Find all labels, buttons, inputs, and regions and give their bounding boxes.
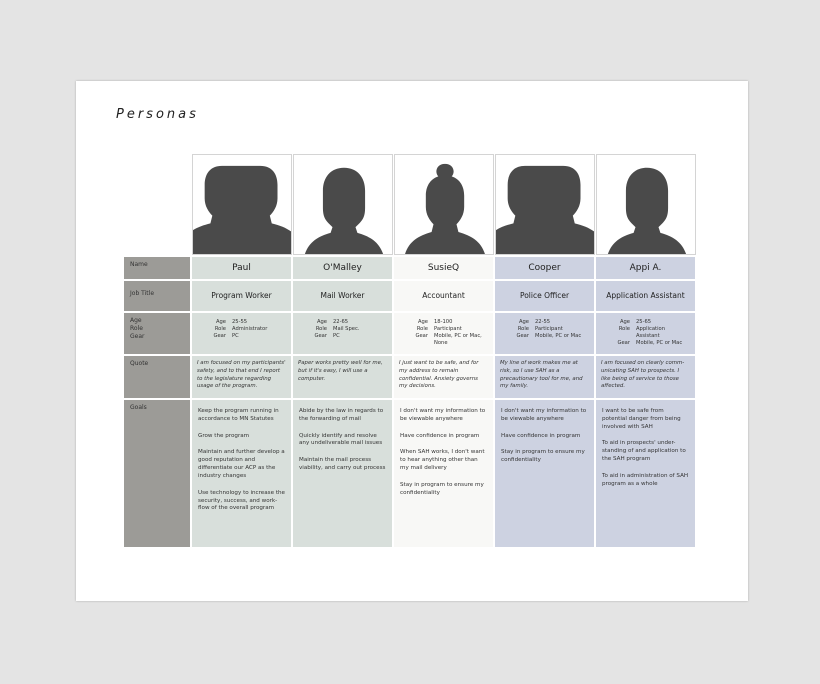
detail-key: Gear	[617, 340, 630, 347]
detail-key: Role	[517, 326, 529, 333]
detail-value: Mobile, PC or Mac	[535, 333, 582, 340]
persona-job-title: Police Officer	[495, 281, 594, 311]
goal-item: Maintain the mail process viability, and carry out process	[299, 457, 386, 472]
detail-value: Mobile, PC or Mac	[636, 340, 683, 347]
detail-value: PC	[333, 333, 340, 340]
goal-item: Use technology to increase the security, success, and work-flow of the overall program	[198, 489, 285, 512]
goals-row	[124, 400, 697, 547]
detail-key: Role	[618, 326, 630, 333]
persona-goals	[596, 400, 695, 547]
goal-item: Maintain and further develop a good reputation and differentiate our ACP as the industry changes	[198, 449, 285, 479]
detail-value: 18-100	[434, 319, 453, 325]
goal-item: Have confidence in program	[400, 432, 480, 439]
detail-row	[305, 319, 392, 326]
detail-key: Gear	[314, 333, 327, 340]
personas-page	[76, 81, 748, 601]
detail-key: Age	[215, 319, 226, 325]
male-silhouette-icon	[496, 162, 595, 254]
persona-job-title: Mail Worker	[293, 281, 392, 311]
detail-value: 25-65	[636, 319, 652, 325]
detail-row	[204, 319, 291, 326]
persona-name: O'Malley	[293, 257, 392, 279]
persona-photo	[192, 154, 292, 255]
detail-key: Age	[619, 319, 630, 325]
page-title: Personas	[116, 107, 199, 122]
persona-quote: Paper works pretty well for me, but if it's easy, I will use a computer.	[293, 356, 392, 398]
detail-key: Age	[518, 319, 529, 325]
detail-value: Mobile, PC or Mac, None	[434, 333, 482, 347]
goal-item: Grow the program	[198, 432, 250, 439]
detail-row	[608, 340, 695, 347]
goal-item: When SAH works, I don't want to hear anything other than my mail delivery	[400, 449, 485, 472]
goal-item: To aid in administration of SAH program as a whole	[602, 472, 689, 487]
detail-value: 22-55	[535, 319, 551, 325]
detail-row	[608, 326, 695, 340]
goal-item: I don't want my information to be viewable anywhere	[501, 408, 587, 422]
persona-job-title: Accountant	[394, 281, 493, 311]
persona-name: Paul	[192, 257, 291, 279]
job-title-row-label: Job Title	[124, 281, 190, 311]
persona-details	[293, 313, 392, 354]
job-title-row	[124, 281, 697, 311]
detail-row	[305, 326, 392, 333]
persona-quote: I am focused on my participants' safety, and to that end I report to the legislature regarding usage of the program.	[192, 356, 291, 398]
persona-details	[192, 313, 291, 354]
detail-key: Gear	[415, 333, 428, 340]
detail-row	[406, 326, 493, 333]
persona-quote: My line of work makes me at risk, so I use SAH as a precautionary tool for me, and my family.	[495, 356, 594, 398]
photo-row	[192, 154, 697, 255]
persona-photo	[596, 154, 696, 255]
goal-item: I want to be safe from potential danger from being involved with SAH	[602, 408, 681, 430]
detail-row	[406, 333, 493, 347]
name-row	[124, 257, 697, 279]
quote-row-label: Quote	[124, 356, 190, 398]
detail-key: Age	[417, 319, 428, 325]
goal-item: I don't want my information to be viewable anywhere	[400, 408, 486, 422]
goals-row-label: Goals	[124, 400, 190, 547]
details-label-gear: Gear	[130, 333, 145, 341]
female-silhouette-icon	[597, 162, 696, 254]
detail-key: Age	[316, 319, 327, 325]
persona-photo	[394, 154, 494, 255]
goal-item: Abide by the law in regards to the forwarding of mail	[299, 408, 384, 422]
detail-row	[608, 319, 695, 326]
detail-row	[204, 333, 291, 340]
detail-value: 22-65	[333, 319, 349, 325]
goal-item: Have confidence in program	[501, 432, 581, 439]
detail-value: Administrator	[232, 326, 268, 333]
detail-row	[507, 319, 594, 326]
details-label-age: Age	[130, 317, 142, 324]
detail-key: Role	[416, 326, 428, 333]
persona-details	[394, 313, 493, 354]
female-bun-silhouette-icon	[395, 162, 494, 254]
detail-row	[204, 326, 291, 333]
persona-name: SusieQ	[394, 257, 493, 279]
detail-value: Application Assistant	[636, 326, 665, 340]
detail-key: Role	[315, 326, 327, 333]
details-row-label	[124, 313, 190, 354]
persona-name: Cooper	[495, 257, 594, 279]
detail-key: Gear	[213, 333, 226, 340]
persona-quote: I just want to be safe, and for my address to remain confidential. Anxiety governs my decisions.	[394, 356, 493, 398]
details-row	[124, 313, 697, 354]
detail-value: 25-55	[232, 319, 248, 325]
detail-row	[507, 326, 594, 333]
detail-row	[305, 333, 392, 340]
detail-value: PC	[232, 333, 239, 340]
details-label-role: Role	[130, 325, 143, 333]
detail-value: Participant	[434, 326, 462, 333]
detail-row	[507, 333, 594, 340]
goal-item: Keep the program running in accordance to MN Statutes	[198, 408, 279, 422]
persona-details	[495, 313, 594, 354]
persona-job-title: Program Worker	[192, 281, 291, 311]
detail-key: Gear	[516, 333, 529, 340]
persona-goals	[394, 400, 493, 547]
persona-job-title: Application Assistant	[596, 281, 695, 311]
name-row-label: Name	[124, 257, 190, 279]
goal-item: Stay in program to ensure my confidentiality	[400, 481, 484, 496]
persona-photo	[495, 154, 595, 255]
persona-details	[596, 313, 695, 354]
persona-goals	[495, 400, 594, 547]
persona-quote: I am focused on clearly comm-unicating SAH to prospects. I like being of service to those affected.	[596, 356, 695, 398]
detail-value: Mail Spec.	[333, 326, 360, 333]
female-silhouette-icon	[294, 162, 393, 254]
goal-item: Stay in program to ensure my confidentiality	[501, 449, 585, 464]
male-silhouette-icon	[193, 162, 292, 254]
detail-key: Role	[214, 326, 226, 333]
quote-row	[124, 356, 697, 398]
persona-goals	[293, 400, 392, 547]
goal-item: To aid in prospects' under-standing of and application to the SAH program	[602, 440, 686, 463]
persona-goals	[192, 400, 291, 547]
detail-row	[406, 319, 493, 326]
persona-name: Appi A.	[596, 257, 695, 279]
persona-photo	[293, 154, 393, 255]
goal-item: Quickly identify and resolve any undeliverable mail issues	[299, 432, 383, 447]
detail-value: Participant	[535, 326, 563, 333]
